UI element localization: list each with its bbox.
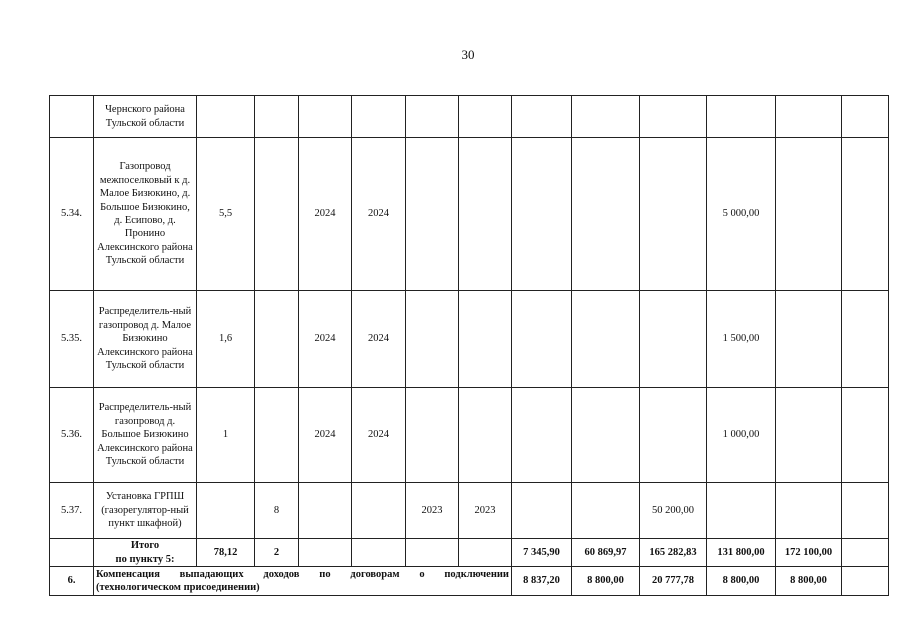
- length-cell: [197, 96, 255, 138]
- total-value-4: 131 800,00: [707, 539, 776, 567]
- empty-cell: [299, 539, 352, 567]
- row-number: [50, 96, 94, 138]
- value-4-cell: 5 000,00: [707, 138, 776, 291]
- total-label-line2: по пункту 5:: [115, 553, 175, 565]
- compensation-value-1: 8 837,20: [512, 567, 572, 596]
- value-4-cell: [707, 96, 776, 138]
- total-label-line1: Итого: [130, 540, 160, 552]
- value-3-cell: [640, 291, 707, 388]
- start-year-cell: [299, 96, 352, 138]
- end-year-cell: 2024: [352, 291, 406, 388]
- empty-cell: [842, 567, 889, 596]
- value-1-cell: [512, 291, 572, 388]
- compensation-value-2: 8 800,00: [572, 567, 640, 596]
- end-year-cell: 2024: [352, 138, 406, 291]
- end-year-2-cell: [459, 291, 512, 388]
- value-3-cell: [640, 138, 707, 291]
- length-cell: 1: [197, 388, 255, 483]
- empty-cell: [50, 539, 94, 567]
- table-row: [50, 483, 889, 539]
- value-3-cell: 50 200,00: [640, 483, 707, 539]
- start-year-2-cell: [406, 96, 459, 138]
- row-number: 5.36.: [50, 388, 94, 483]
- row-number: 5.34.: [50, 138, 94, 291]
- value-5-cell: [776, 388, 842, 483]
- compensation-row: [50, 567, 889, 596]
- empty-cell: [352, 539, 406, 567]
- value-2-cell: [572, 96, 640, 138]
- compensation-number: 6.: [50, 567, 94, 596]
- empty-cell: [842, 291, 889, 388]
- compensation-label-line2: (технологическом присоединении): [96, 582, 260, 593]
- budget-table: [49, 95, 889, 596]
- empty-cell: [842, 539, 889, 567]
- start-year-cell: 2024: [299, 138, 352, 291]
- total-value-5: 172 100,00: [776, 539, 842, 567]
- value-5-cell: [776, 138, 842, 291]
- value-5-cell: [776, 483, 842, 539]
- end-year-cell: 2024: [352, 388, 406, 483]
- empty-cell: [406, 539, 459, 567]
- total-length: 78,12: [197, 539, 255, 567]
- object-name: Распределитель-ный газопровод д. Малое Бизюкино Алексинского района Тульской области: [94, 291, 197, 388]
- total-value-2: 60 869,97: [572, 539, 640, 567]
- row-number: 5.37.: [50, 483, 94, 539]
- value-1-cell: [512, 138, 572, 291]
- total-value-1: 7 345,90: [512, 539, 572, 567]
- value-1-cell: [512, 483, 572, 539]
- page-number: 30: [461, 47, 475, 62]
- value-4-cell: 1 000,00: [707, 388, 776, 483]
- length-cell: 1,6: [197, 291, 255, 388]
- length-cell: 5,5: [197, 138, 255, 291]
- value-3-cell: [640, 96, 707, 138]
- end-year-2-cell: [459, 138, 512, 291]
- table-row: [50, 291, 889, 388]
- end-year-cell: [352, 96, 406, 138]
- object-name: Распределитель-ный газопровод д. Большое Бизюкино Алексинского района Тульской области: [94, 388, 197, 483]
- table-row: [50, 96, 889, 138]
- end-year-2-cell: 2023: [459, 483, 512, 539]
- empty-cell: [842, 138, 889, 291]
- empty-cell: [459, 539, 512, 567]
- total-label: [94, 539, 197, 567]
- start-year-2-cell: [406, 291, 459, 388]
- compensation-value-4: 8 800,00: [707, 567, 776, 596]
- value-2-cell: [572, 483, 640, 539]
- compensation-value-3: 20 777,78: [640, 567, 707, 596]
- empty-cell: [842, 96, 889, 138]
- count-cell: [255, 138, 299, 291]
- total-value-3: 165 282,83: [640, 539, 707, 567]
- start-year-2-cell: [406, 388, 459, 483]
- end-year-2-cell: [459, 96, 512, 138]
- value-2-cell: [572, 291, 640, 388]
- total-row: [50, 539, 889, 567]
- object-name: Газопровод межпоселковый к д. Малое Бизюкино, д. Большое Бизюкино, д. Есипово, д. Пронино Алексинского района Тульской области: [94, 138, 197, 291]
- start-year-2-cell: [406, 138, 459, 291]
- count-cell: [255, 96, 299, 138]
- value-1-cell: [512, 388, 572, 483]
- value-4-cell: 1 500,00: [707, 291, 776, 388]
- compensation-label-line1: Компенсация выпадающих доходов по договорам о подключении: [96, 568, 509, 580]
- value-5-cell: [776, 96, 842, 138]
- start-year-cell: 2024: [299, 388, 352, 483]
- length-cell: [197, 483, 255, 539]
- count-cell: 8: [255, 483, 299, 539]
- empty-cell: [842, 483, 889, 539]
- empty-cell: [842, 388, 889, 483]
- end-year-2-cell: [459, 388, 512, 483]
- compensation-label: [94, 567, 512, 596]
- start-year-cell: 2024: [299, 291, 352, 388]
- count-cell: [255, 291, 299, 388]
- row-number: 5.35.: [50, 291, 94, 388]
- object-name: Установка ГРПШ (газорегулятор-ный пункт шкафной): [94, 483, 197, 539]
- value-2-cell: [572, 138, 640, 291]
- end-year-cell: [352, 483, 406, 539]
- table-row: [50, 138, 889, 291]
- value-1-cell: [512, 96, 572, 138]
- count-cell: [255, 388, 299, 483]
- value-3-cell: [640, 388, 707, 483]
- start-year-2-cell: 2023: [406, 483, 459, 539]
- value-2-cell: [572, 388, 640, 483]
- start-year-cell: [299, 483, 352, 539]
- value-4-cell: [707, 483, 776, 539]
- object-name: Чернского района Тульской области: [94, 96, 197, 138]
- compensation-value-5: 8 800,00: [776, 567, 842, 596]
- total-count: 2: [255, 539, 299, 567]
- table-row: [50, 388, 889, 483]
- value-5-cell: [776, 291, 842, 388]
